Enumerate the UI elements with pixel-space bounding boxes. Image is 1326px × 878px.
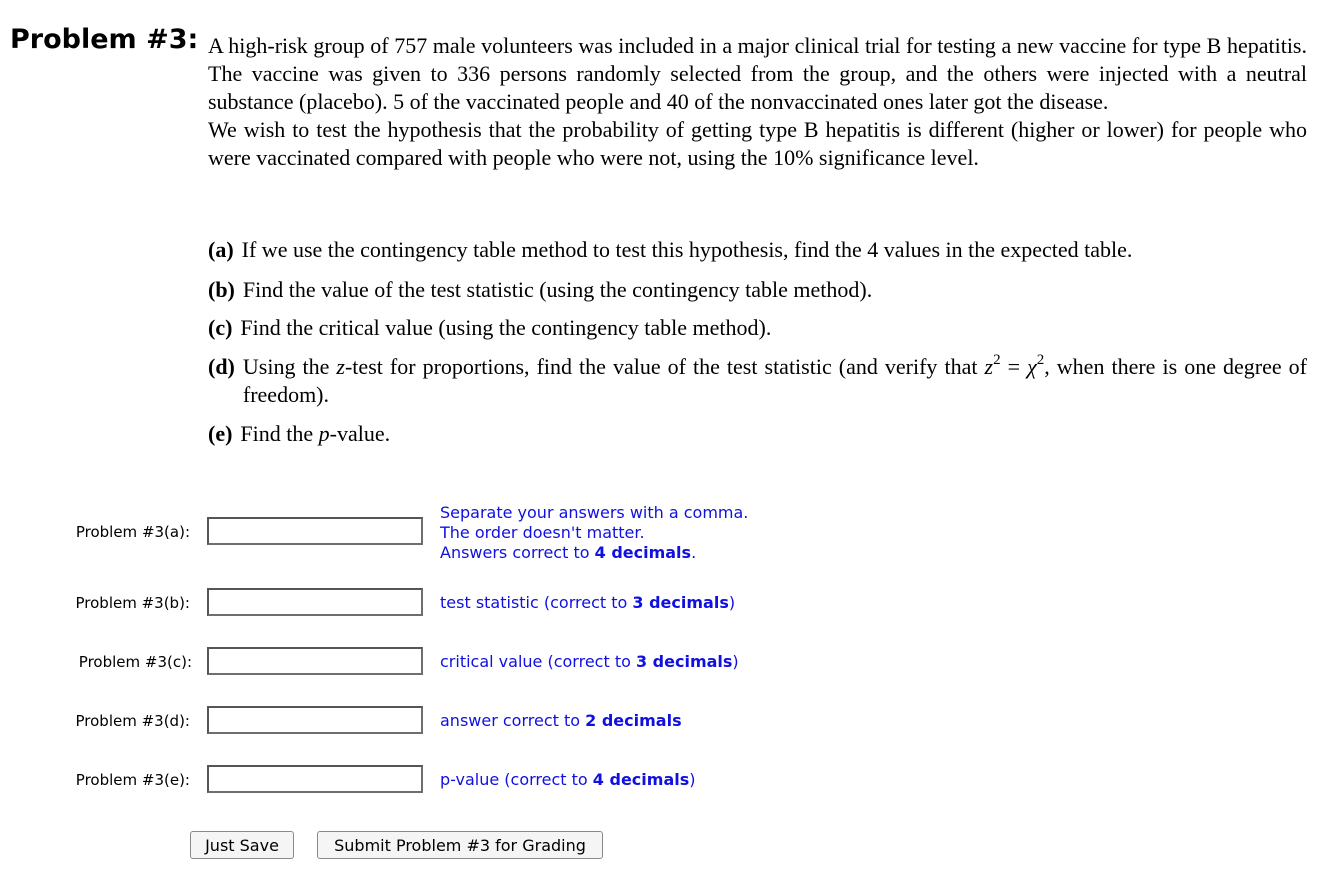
answer-label-b: Problem #3(b): [75,594,190,612]
answer-hint-e: p-value (correct to 4 decimals) [440,770,696,789]
answer-hint-a: Separate your answers with a comma. The order doesn't matter. Answers correct to 4 decimals. [440,503,749,562]
submit-for-grading-button[interactable]: Submit Problem #3 for Grading [317,831,603,859]
part-e-label: (e) [208,421,233,446]
answer-hint-b: test statistic (correct to 3 decimals) [440,593,736,612]
problem-statement [208,32,1307,172]
part-c [208,314,1307,342]
answer-input-c[interactable] [207,647,423,675]
part-a-text: If we use the contingency table method to test this hypothesis, find the 4 values in the expected table. [241,237,1133,262]
answer-input-d[interactable] [207,706,423,734]
answer-hint-d: answer correct to 2 decimals [440,711,682,730]
part-b-text: Find the value of the test statistic (using the contingency table method). [242,277,873,302]
answer-input-b[interactable] [207,588,423,616]
part-a [208,236,1307,264]
answer-label-e: Problem #3(e): [75,771,190,789]
answer-hint-c: critical value (correct to 3 decimals) [440,652,739,671]
part-e [208,420,1307,448]
part-d [208,353,1307,409]
just-save-button[interactable]: Just Save [190,831,294,859]
answer-input-a[interactable] [207,517,423,545]
part-d-text: Using the z-test for proportions, find the value of the test statistic (and verify that $z^2 = \chi^2$, when there is one degree of freedom). [242,351,1307,407]
part-c-text: Find the critical value (using the contingency table method). [240,315,772,340]
part-e-text: Find the p-value. [240,421,391,446]
problem-paragraph-2: We wish to test the hypothesis that the probability of getting type B hepatitis is different (higher or lower) for people who were vaccinated compared with people who were not, using the 10% significance level. [208,117,1307,170]
part-c-label: (c) [208,315,233,340]
part-b [208,276,1307,304]
answer-label-c: Problem #3(c): [78,653,192,671]
answer-label-a: Problem #3(a): [75,523,190,541]
answer-label-d: Problem #3(d): [75,712,190,730]
problem-heading: Problem #3: [10,24,199,55]
part-b-label: (b) [208,277,235,302]
part-d-label: (d) [208,354,235,379]
part-a-label: (a) [208,237,234,262]
answer-input-e[interactable] [207,765,423,793]
problem-paragraph-1: A high-risk group of 757 male volunteers was included in a major clinical trial for testing a new vaccine for type B hepatitis. The vaccine was given to 336 persons randomly selected from the group, and the others were injected with a neutral substance (placebo). 5 of the vaccinated people and 40 of the nonvaccinated ones later got the disease. [208,33,1307,114]
